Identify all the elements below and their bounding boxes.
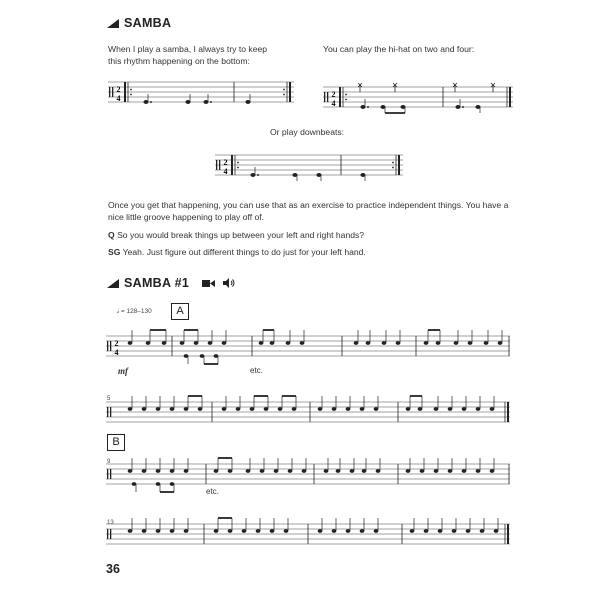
paragraph-independence: Once you get that happening, you can use that as an exercise to practice independent things. You have a nice little groove happening to play off of. xyxy=(108,200,509,223)
time-sig-bottom: 4 xyxy=(331,99,336,108)
samba1-system-4 xyxy=(106,514,510,550)
measure-number-9: 9 xyxy=(107,459,111,465)
section-title: SAMBA #1 xyxy=(124,276,190,290)
section-heading-samba xyxy=(107,16,171,30)
section-heading-samba-1 xyxy=(107,276,235,290)
time-sig-top: 2 xyxy=(331,90,336,99)
measure-number-13: 13 xyxy=(107,520,114,526)
answer-speaker: SG xyxy=(108,247,121,257)
time-sig-bottom: 4 xyxy=(114,348,119,357)
time-sig-top: 2 xyxy=(116,85,121,94)
samba1-system-3 xyxy=(106,454,510,498)
downbeats-text: Or play downbeats: xyxy=(270,127,345,137)
time-sig-bottom: 4 xyxy=(116,94,121,103)
intro-left-text: When I play a samba, I always try to keep this rhythm happening on the bottom: xyxy=(108,44,268,67)
time-sig-bottom: 4 xyxy=(223,167,228,176)
etc-label-b: etc. xyxy=(206,487,219,496)
dynamic-mf: mf xyxy=(118,366,128,376)
question-line xyxy=(108,229,516,241)
hihat-two-four-staff xyxy=(323,78,513,114)
tempo-marking: 𝅗𝅥 = 128–130 xyxy=(117,308,152,315)
question-text: So you would break things up between your left and right hands? xyxy=(117,230,365,240)
samba1-system-1 xyxy=(106,326,510,370)
section-marker-icon xyxy=(107,19,119,28)
answer-text: Yeah. Just figure out different things to do just for your left hand. xyxy=(122,247,366,257)
answer-line xyxy=(108,246,516,258)
rehearsal-mark-a: A xyxy=(171,303,189,320)
video-camera-icon[interactable] xyxy=(202,279,215,288)
question-speaker: Q xyxy=(108,230,115,240)
downbeats-staff xyxy=(215,150,403,186)
etc-label: etc. xyxy=(250,366,263,375)
measure-number-5: 5 xyxy=(107,396,111,402)
section-marker-icon xyxy=(107,279,119,288)
bass-rhythm-staff xyxy=(108,78,294,110)
speaker-icon[interactable] xyxy=(223,278,235,288)
section-title: SAMBA xyxy=(124,16,172,30)
rehearsal-mark-b: B xyxy=(107,434,125,451)
samba1-system-2 xyxy=(106,392,510,428)
intro-right-text: You can play the hi-hat on two and four: xyxy=(323,44,475,54)
time-sig-top: 2 xyxy=(223,158,228,167)
time-sig-top: 2 xyxy=(114,339,119,348)
page-number: 36 xyxy=(106,562,120,576)
